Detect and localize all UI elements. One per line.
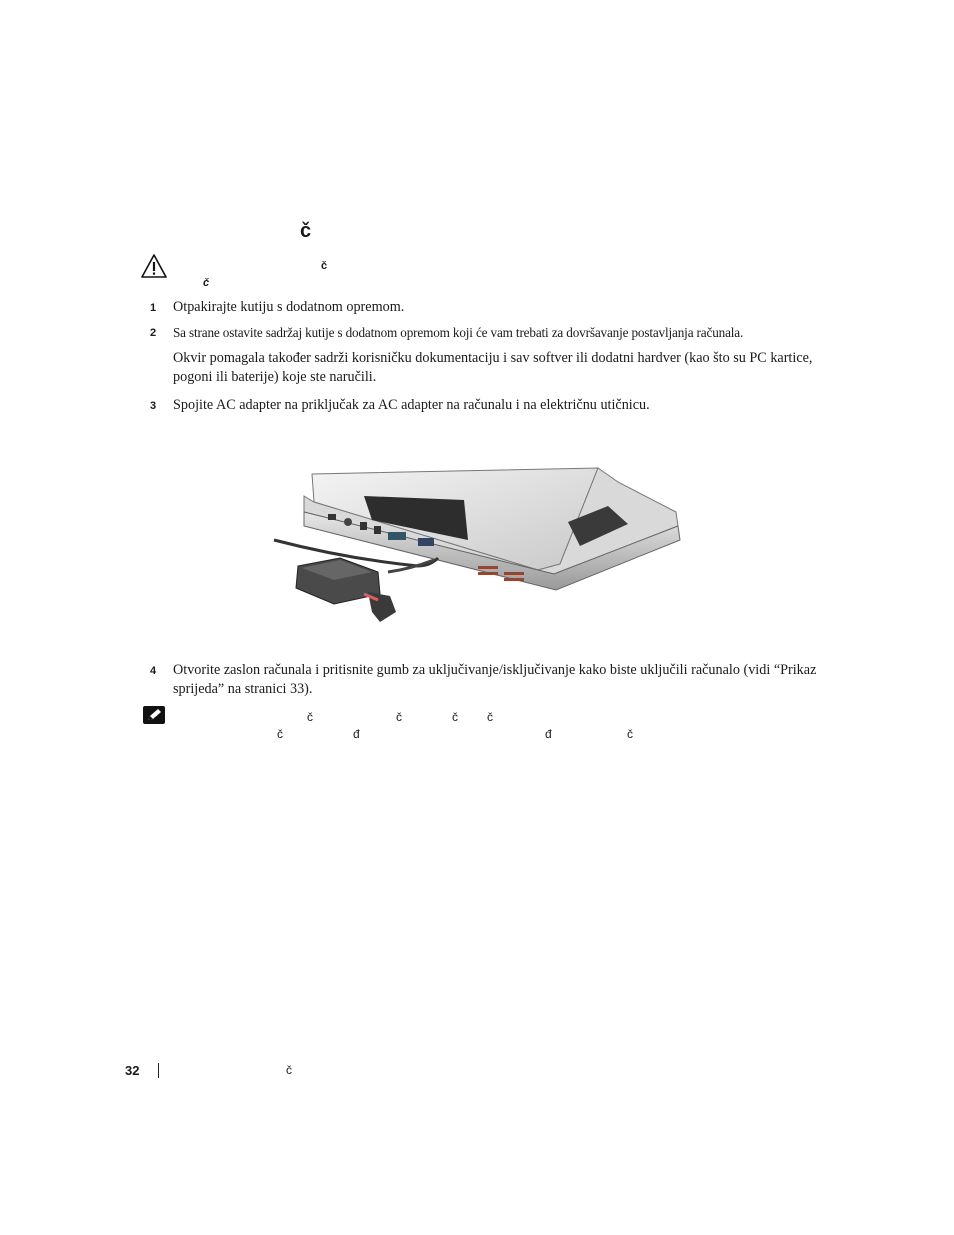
caution-text-fragment: č — [321, 260, 328, 272]
note-text-fragment: č — [396, 710, 402, 724]
note-text-fragment: č — [627, 727, 633, 741]
laptop-ac-adapter-figure — [268, 462, 684, 632]
step-number: 3 — [150, 400, 157, 412]
note-text-fragment: č — [452, 710, 458, 724]
page-number: 32 — [125, 1063, 140, 1078]
footer-title-fragment: č — [286, 1063, 292, 1077]
step-text: Spojite AC adapter na priključak za AC adapter na računalu i na električnu utičnicu. — [173, 397, 650, 413]
step-paragraph: Okvir pomagala također sadrži korisničku dokumentaciju i sav softver ili dodatni hardver (kao što su PC kartice, pogoni ili baterije) koje ste naručili. — [173, 350, 813, 385]
step-text: Otvorite zaslon računala i pritisnite gumb za uključivanje/isključivanje kako biste uključili računalo (vidi “Prikaz sprijeda” na stranici 33). — [173, 662, 817, 697]
section-heading: č — [300, 220, 312, 242]
note-text-fragment: č — [307, 710, 313, 724]
caution-text-fragment: č — [203, 277, 210, 289]
note-text-fragment: č — [277, 727, 283, 741]
step-number: 1 — [150, 302, 157, 314]
note-text-fragment: đ — [353, 727, 360, 741]
step-number: 4 — [150, 665, 157, 677]
footer-divider — [158, 1063, 159, 1078]
step-text: Sa strane ostavite sadržaj kutije s dodatnom opremom koji će vam trebati za dovršavanje postavljanja računala. — [173, 325, 744, 340]
note-text-fragment: đ — [545, 727, 552, 741]
step-text: Otpakirajte kutiju s dodatnom opremom. — [173, 299, 405, 315]
caution-triangle-icon — [140, 253, 168, 279]
step-number: 2 — [150, 327, 157, 339]
note-text-fragment: č — [487, 710, 493, 724]
note-pencil-icon — [143, 706, 165, 724]
